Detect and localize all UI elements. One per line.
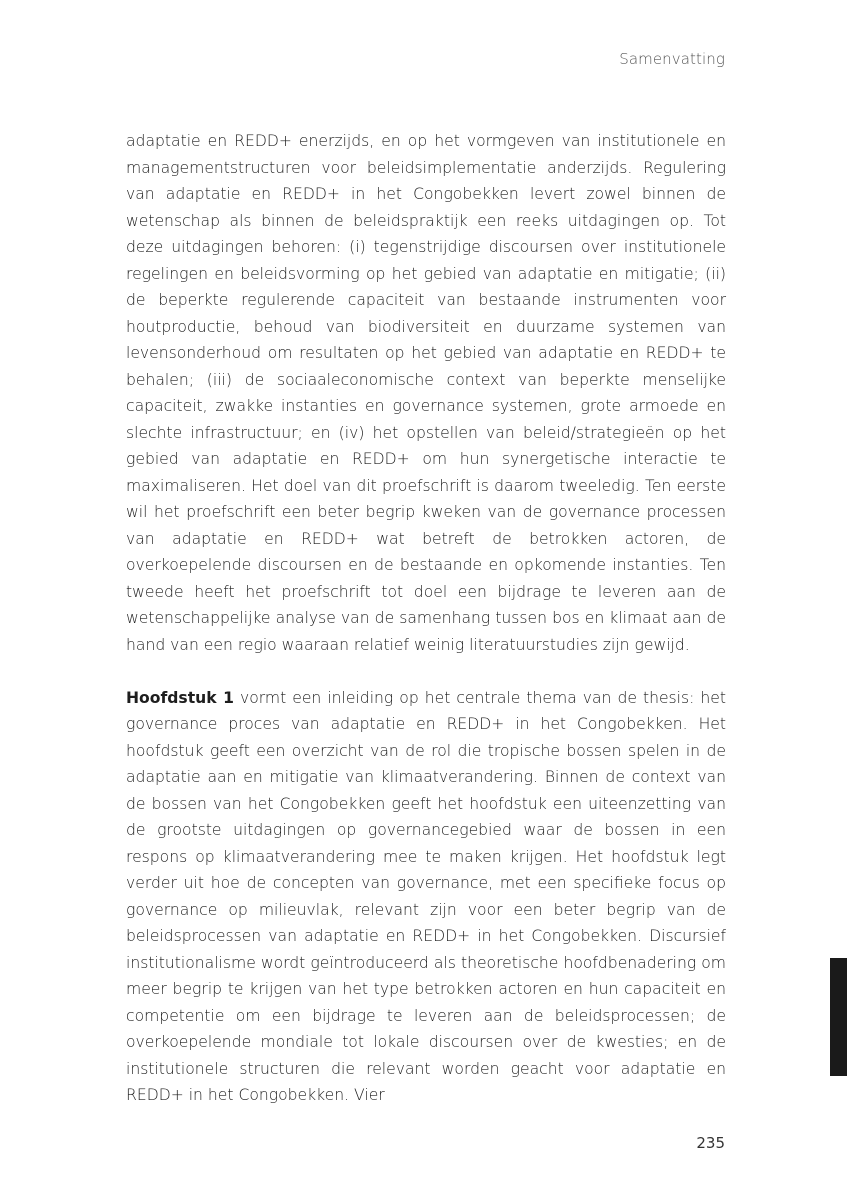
body-text [126, 128, 726, 1109]
paragraph-2-text: vormt een inleiding op het centrale thema van de thesis: het governance proces van adaptatie en REDD+ in het Congobekken. Het hoofdstuk geeft een overzicht van de rol die tropische bossen spelen in de adaptatie aan en mitigatie van klimaatverandering. Binnen de context van de bossen van het Congobekken geeft het hoofdstuk een uiteenzetting van de grootste uitdagingen op governancegebied waar de bossen in een respons op klimaatverandering mee te maken krijgen. Het hoofdstuk legt verder uit hoe de concepten van governance, met een specifieke focus op governance op milieuvlak, relevant zijn voor een beter begrip van de beleidsprocessen van adaptatie en REDD+ in het Congobekken. Discursief institutionalisme wordt geïntroduceerd als theoretische hoofdbenadering om meer begrip te krijgen van het type betrokken actoren en hun capaciteit en competentie om een bijdrage te leveren aan de beleidsprocessen; de overkoepelende mondiale tot lokale discoursen over de kwesties; en de institutionele structuren die relevant worden geacht voor adaptatie en REDD+ in het Congobekken. Vier [126, 688, 726, 1104]
page-number: 235 [696, 1134, 725, 1152]
paragraph-1: adaptatie en REDD+ enerzijds, en op het vormgeven van institutionele en managementstructuren voor beleidsimplementatie anderzijds. Regulering van adaptatie en REDD+ in het Congobekken levert zowel binnen de wetenschap als binnen de beleidspraktijk een reeks uitdagingen op. Tot deze uitdagingen behoren: (i) tegenstrijdige discoursen over institutionele regelingen en beleidsvorming op het gebied van adaptatie en mitigatie; (ii) de beperkte regulerende capaciteit van bestaande instrumenten voor houtproductie, behoud van biodiversiteit en duurzame systemen van levensonderhoud om resultaten op het gebied van adaptatie en REDD+ te behalen; (iii) de sociaaleconomische context van beperkte menselijke capaciteit, zwakke instanties en governance systemen, grote armoede en slechte infrastructuur; en (iv) het opstellen van beleid/strategieën op het gebied van adaptatie en REDD+ om hun synergetische interactie te maximaliseren. Het doel van dit proefschrift is daarom tweeledig. Ten eerste wil het proefschrift een beter begrip kweken van de governance processen van adaptatie en REDD+ wat betreft de betrokken actoren, de overkoepelende discoursen en de bestaande en opkomende instanties. Ten tweede heeft het proefschrift tot doel een bijdrage te leveren aan de wetenschappelijke analyse van de samenhang tussen bos en klimaat aan de hand van een regio waaraan relatief weinig literatuurstudies zijn gewijd. [126, 132, 726, 654]
running-header: Samenvatting [619, 50, 725, 68]
chapter-thumb-tab [830, 958, 847, 1076]
chapter-reference: Hoofdstuk 1 [126, 688, 234, 707]
paragraph-2 [126, 685, 726, 1109]
